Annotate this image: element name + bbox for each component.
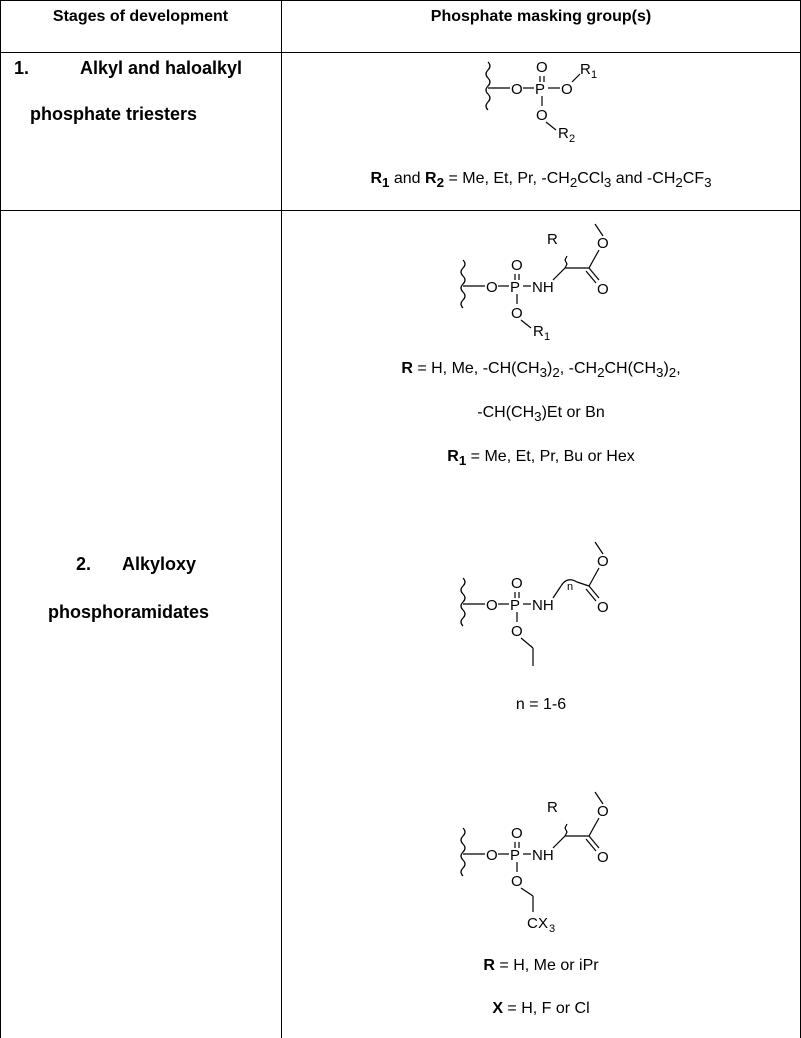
svg-text:O: O <box>511 623 523 640</box>
svg-text:3: 3 <box>549 923 556 935</box>
row-divider <box>0 210 801 211</box>
svg-text:R: R <box>533 323 544 340</box>
svg-text:O: O <box>511 873 523 890</box>
svg-text:NH: NH <box>532 597 554 614</box>
alkyl-spacer-phosphoramidate-structure <box>455 540 625 680</box>
svg-text:R: R <box>558 125 569 142</box>
svg-text:O: O <box>511 825 523 842</box>
svg-text:O: O <box>511 305 523 322</box>
stage-2-number: 2. <box>76 554 92 574</box>
svg-text:O: O <box>486 279 498 296</box>
svg-text:R: R <box>547 799 558 816</box>
haloalkyl-phosphoramidate-structure <box>455 790 625 940</box>
header-masking-groups: Phosphate masking group(s) <box>430 8 652 25</box>
svg-text:P: P <box>510 597 521 614</box>
stage-1-title-line2: phosphate triesters <box>30 104 198 124</box>
table-column-divider <box>281 0 282 1038</box>
svg-text:n: n <box>567 581 574 593</box>
svg-text:1: 1 <box>544 331 551 342</box>
stage-1-number: 1. <box>14 58 30 78</box>
structure-2c-caption-line2: X = H, F or Cl <box>492 1000 590 1017</box>
svg-text:O: O <box>511 81 523 98</box>
svg-text:O: O <box>486 847 498 864</box>
svg-text:O: O <box>536 107 548 124</box>
header-stages: Stages of development <box>52 8 229 25</box>
structure-2a-caption-line3: $R_1 = Me$, Et, Pr, Bu or Hex <box>447 448 635 469</box>
svg-text:C: C <box>527 915 538 932</box>
svg-text:O: O <box>597 235 609 252</box>
svg-text:O: O <box>597 553 609 570</box>
svg-text:O: O <box>536 59 548 76</box>
structure-2a-caption-line2: $-CH(CH_3)Et$ or Bn <box>477 404 605 425</box>
structure-2b-caption: n = 1-6 <box>515 696 567 713</box>
svg-text:2: 2 <box>569 133 576 145</box>
svg-text:NH: NH <box>532 847 554 864</box>
svg-text:O: O <box>486 597 498 614</box>
svg-text:O: O <box>561 81 573 98</box>
triester-caption: $R_1$ and $R_2 = Me$, Et, Pr, $-CH_2CCl_3$ and $-CH_2CF_3$ <box>370 170 712 191</box>
svg-text:X: X <box>538 915 549 932</box>
svg-text:P: P <box>510 279 521 296</box>
svg-text:1: 1 <box>591 69 598 81</box>
header-divider <box>0 52 801 53</box>
svg-text:R: R <box>580 61 591 78</box>
triester-structure <box>480 56 620 146</box>
svg-text:R: R <box>547 231 558 248</box>
svg-text:O: O <box>511 575 523 592</box>
svg-text:O: O <box>597 803 609 820</box>
table-border-top <box>0 0 801 1</box>
structure-2a-caption-line1: R = H, Me, $-CH(CH_3)_2$, $-CH_2CH(CH_3)_2$, <box>401 360 681 381</box>
svg-text:O: O <box>597 599 609 616</box>
svg-text:O: O <box>511 257 523 274</box>
svg-text:O: O <box>597 281 609 298</box>
amino-acid-phosphoramidate-structure <box>455 222 625 342</box>
svg-text:P: P <box>510 847 521 864</box>
stage-2-title-line2: phosphoramidates <box>48 602 210 622</box>
structure-2c-caption-line1: R = H, Me or iPr <box>483 957 599 974</box>
stage-2-title-line1: Alkyloxy <box>122 554 197 574</box>
stage-1-title-line1: Alkyl and haloalkyl <box>80 58 243 78</box>
svg-text:NH: NH <box>532 279 554 296</box>
svg-text:O: O <box>597 849 609 866</box>
svg-text:P: P <box>535 81 546 98</box>
table-border-left <box>0 0 1 1038</box>
